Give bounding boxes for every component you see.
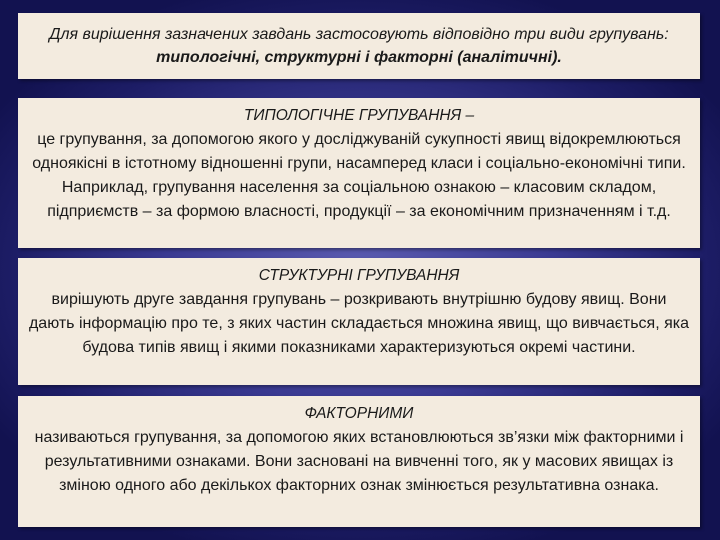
factor-text: називаються групування, за допомогою яких встановлюються зв’язки між факторними і результативними ознаками. Вони засновані на вивченні того, як у масових явищах із зміною одного або декількох факторних ознак змінюється результативна ознака. (34, 429, 684, 494)
typological-text: це групування, за допомогою якого у досліджуваній сукупності явищ відокремлюються одноякісні в істотному відношенні групи, насамперед класи і соціально-економічні типи. Наприклад, групування населення за соціальною ознакою – класовим складом, підприємств – за формою власності, продукції – за економічним призначенням і т.д. (32, 131, 686, 220)
intro-emphasis: типологічні, структурні і факторні (аналітичні). (156, 49, 562, 66)
factor-grouping-card (18, 396, 700, 527)
intro-box (18, 13, 700, 79)
structural-heading: СТРУКТУРНІ ГРУПУВАННЯ (258, 267, 460, 284)
intro-text: Для вирішення зазначених завдань застосовують відповідно три види групувань: (49, 26, 669, 43)
structural-grouping-card (18, 258, 700, 385)
factor-heading: ФАКТОРНИМИ (304, 405, 414, 422)
typological-heading: ТИПОЛОГІЧНЕ ГРУПУВАННЯ – (243, 107, 475, 124)
typological-grouping-card (18, 98, 700, 248)
structural-text: вирішують друге завдання групувань – розкривають внутрішню будову явищ. Вони дають інформацію про те, з яких частин складається множина явищ, що вивчається, яка будова типів явищ і якими показниками характеризуються окремі частини. (28, 291, 690, 356)
